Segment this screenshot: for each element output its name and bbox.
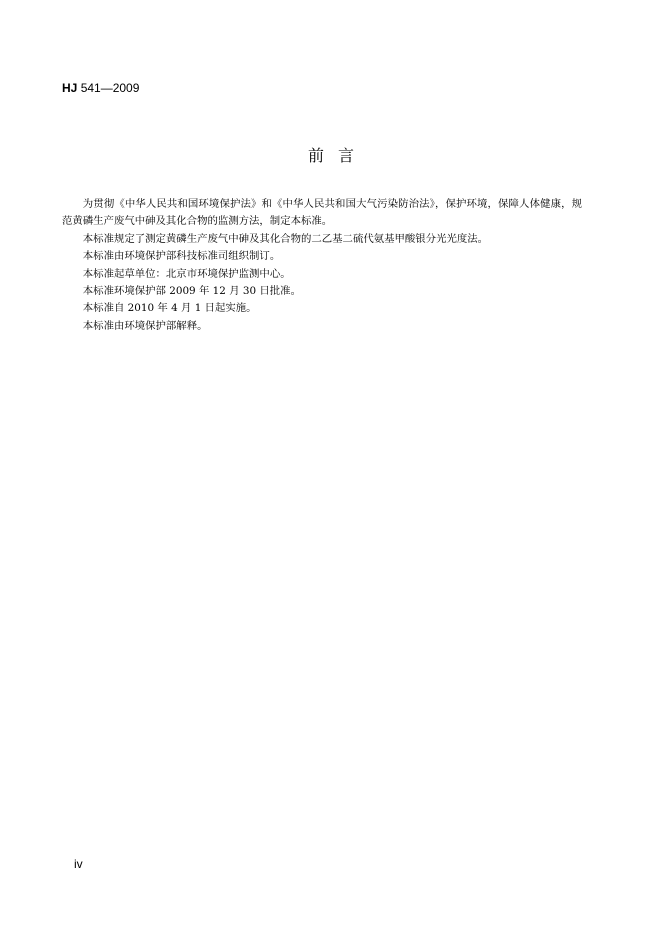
- foreword-body: [62, 196, 582, 335]
- standard-number-header: [62, 80, 139, 96]
- paragraph-effective-date: 本标准自 2010 年 4 月 1 日起实施。: [82, 302, 257, 315]
- paragraph-approval: 本标准环境保护部 2009 年 12 月 30 日批准。: [82, 285, 301, 298]
- standard-number: 541—2009: [80, 81, 140, 95]
- paragraph-interpretation: 本标准由环境保护部解释。: [82, 319, 208, 332]
- paragraph-scope: 本标准规定了测定黄磷生产废气中砷及其化合物的二乙基二硫代氨基甲酸银分光光度法。: [82, 232, 489, 245]
- standard-prefix: HJ: [62, 81, 78, 95]
- paragraph-purpose: 为贯彻《中华人民共和国环境保护法》和《中华人民共和国大气污染防治法》，保护环境，保障人体健康，规范黄磷生产废气中砷及其化合物的监测方法，制定本标准。: [62, 198, 582, 228]
- section-title: 前言: [307, 146, 368, 165]
- paragraph-organizer: 本标准由环境保护部科技标准司组织制订。: [82, 250, 281, 263]
- paragraph-drafting-unit: 本标准起草单位：北京市环境保护监测中心。: [82, 267, 291, 280]
- page-number: iv: [74, 857, 83, 871]
